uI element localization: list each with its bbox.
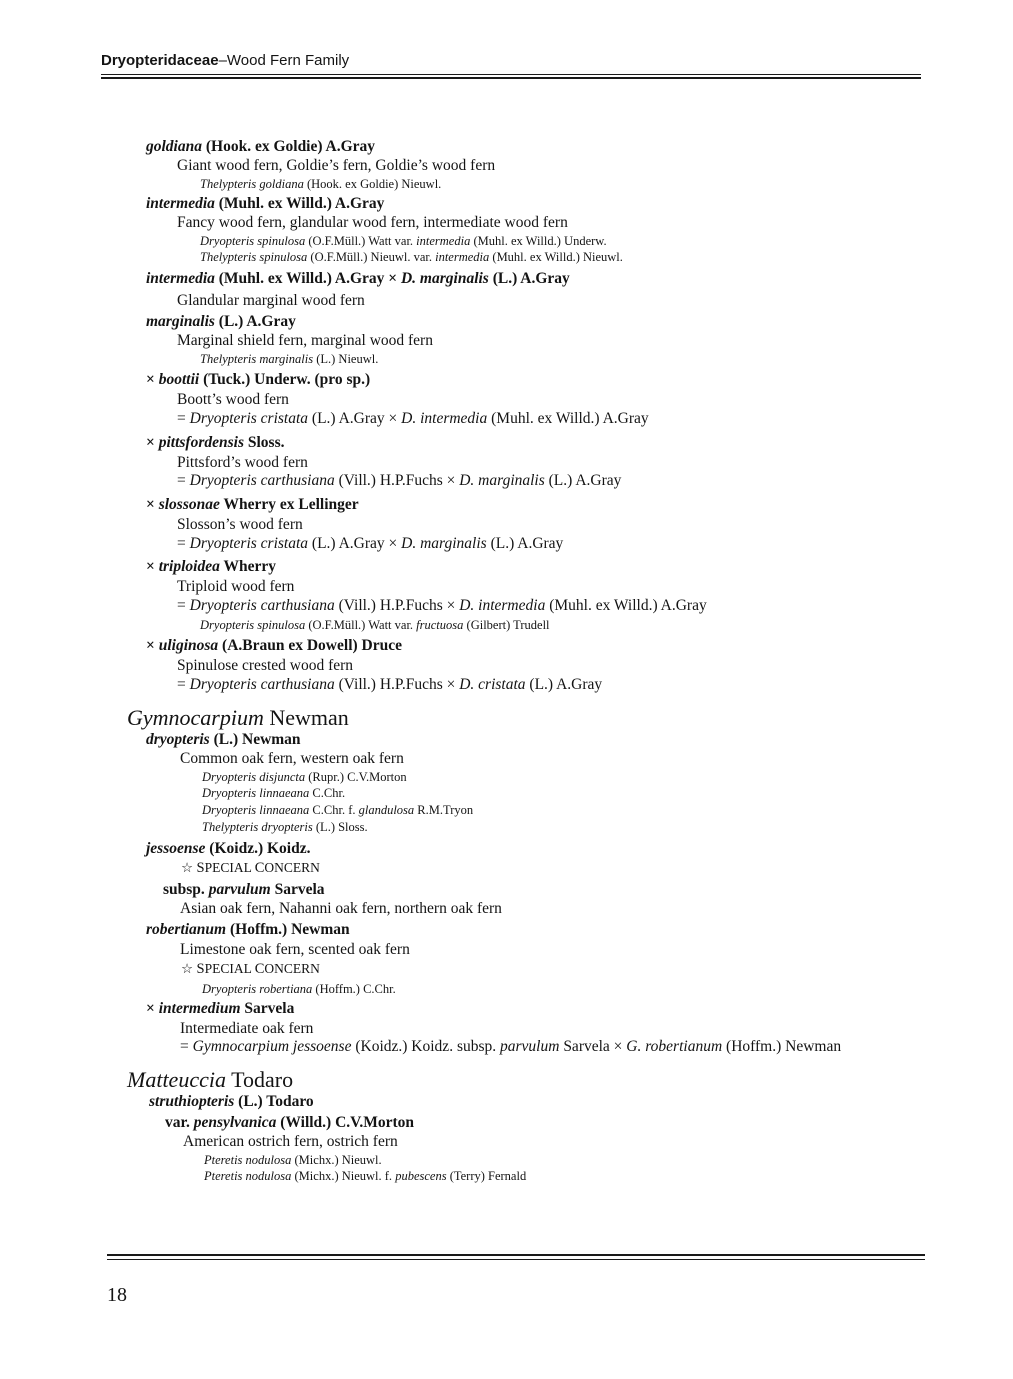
italic-segment: boottii [158, 371, 200, 388]
synonym [200, 250, 623, 264]
italic-segment: Gymnocarpium [127, 705, 264, 730]
text-segment: (Rupr.) C.V.Morton [305, 770, 407, 784]
text-segment: (Muhl. ex Willd.) A.Gray [214, 195, 385, 212]
text-segment: × [146, 1000, 159, 1017]
family-name: Dryopteridaceae [101, 52, 219, 69]
common-name [180, 750, 404, 768]
text-segment: C.Chr. f. [309, 803, 359, 817]
text-segment: Sarvela × [559, 1038, 627, 1055]
italic-segment: pensylvanica [193, 1114, 277, 1131]
text-segment: (Vill.) H.P.Fuchs × [334, 676, 460, 693]
text-segment: (Terry) Fernald [446, 1169, 527, 1183]
taxon-name [146, 1000, 294, 1018]
italic-segment: D. intermedia [401, 410, 488, 427]
text-segment: (Koidz.) Koidz. [205, 840, 311, 857]
common-name [177, 214, 568, 232]
italic-segment: Dryopteris robertiana [202, 982, 313, 996]
common-name [177, 332, 433, 350]
text-segment: Boott’s wood fern [177, 391, 289, 408]
text-segment: (Hoffm.) C.Chr. [312, 982, 396, 996]
text-segment: (A.Braun ex Dowell) Druce [218, 637, 402, 654]
text-segment: Marginal shield fern, marginal wood fern [177, 332, 433, 349]
text-segment: (Willd.) C.V.Morton [276, 1114, 415, 1131]
text-segment: × [146, 371, 159, 388]
text-segment: (L.) A.Gray [486, 535, 564, 552]
taxon-name [146, 840, 310, 858]
text-segment: American ostrich fern, ostrich fern [183, 1133, 398, 1150]
text-segment: (Hook. ex Goldie) A.Gray [201, 138, 376, 155]
text-segment: ☆ [181, 961, 197, 976]
text-segment: R.M.Tryon [414, 803, 474, 817]
text-segment: (Koidz.) Koidz. subsp. [351, 1038, 501, 1055]
text-segment: Fancy wood fern, glandular wood fern, intermediate wood fern [177, 214, 568, 231]
italic-segment: D. intermedia [459, 597, 546, 614]
text-segment: (L.) A.Gray [488, 270, 570, 287]
footer-rule [107, 1254, 925, 1256]
italic-segment: D. marginalis [401, 535, 487, 552]
italic-segment: Dryopteris disjuncta [202, 770, 306, 784]
text-segment: PECIAL [204, 860, 255, 875]
common-name [177, 472, 621, 490]
text-segment: (L.) A.Gray × [308, 535, 402, 552]
genus-heading [127, 705, 349, 730]
genus-heading [127, 1067, 293, 1092]
taxon-name [146, 434, 284, 452]
taxon-name [146, 138, 375, 156]
page-number: 18 [107, 1284, 127, 1306]
text-segment: = [180, 1038, 193, 1055]
italic-segment: Pteretis nodulosa [204, 1169, 292, 1183]
text-segment: (L.) Sloss. [312, 820, 368, 834]
italic-segment: Thelypteris marginalis [200, 352, 314, 366]
italic-segment: Gymnocarpium jessoense [192, 1038, 352, 1055]
italic-segment: Dryopteris linnaeana [202, 786, 310, 800]
text-segment: Todaro [225, 1067, 294, 1092]
common-name [177, 535, 563, 553]
text-segment: ☆ [181, 860, 197, 875]
italic-segment: robertianum [146, 921, 227, 938]
text-segment: Wherry [219, 558, 276, 575]
text-segment: S [196, 961, 205, 977]
italic-segment: D. marginalis [459, 472, 545, 489]
synonym [200, 177, 441, 191]
common-name [177, 597, 707, 615]
text-segment: Sarvela [240, 1000, 295, 1017]
taxon-name [146, 313, 296, 331]
italic-segment: Dryopteris linnaeana [202, 803, 310, 817]
italic-segment: Dryopteris carthusiana [189, 676, 335, 693]
synonym [200, 234, 607, 248]
text-segment: = [177, 676, 190, 693]
italic-segment: Dryopteris carthusiana [189, 597, 335, 614]
italic-segment: struthiopteris [149, 1093, 235, 1110]
text-segment: (Hoffm.) Newman [226, 921, 350, 938]
italic-segment: Dryopteris cristata [189, 410, 309, 427]
italic-segment: Dryopteris cristata [189, 535, 309, 552]
text-segment: (Muhl. ex Willd.) A.Gray [487, 410, 649, 427]
synonym [204, 1153, 382, 1167]
text-segment: C.Chr. [309, 786, 346, 800]
family-common-name: –Wood Fern Family [218, 52, 350, 69]
text-segment: Pittsford’s wood fern [177, 454, 308, 471]
text-segment: Sloss. [243, 434, 285, 451]
common-name [177, 676, 602, 694]
text-segment: (L.) A.Gray [525, 676, 603, 693]
text-segment: var. [165, 1114, 194, 1131]
italic-segment: jessoense [146, 840, 206, 857]
taxon-name [146, 921, 350, 939]
taxon-name [146, 558, 276, 576]
italic-segment: D. cristata [459, 676, 526, 693]
special-concern-status [181, 961, 320, 978]
italic-segment: Thelypteris spinulosa [200, 250, 308, 264]
text-segment: Wherry ex Lellinger [219, 496, 359, 513]
text-segment: Slosson’s wood fern [177, 516, 303, 533]
text-segment: (L.) A.Gray × [308, 410, 402, 427]
text-segment: × [146, 558, 159, 575]
italic-segment: fructuosa [416, 618, 464, 632]
text-segment: subsp. [163, 881, 209, 898]
taxon-name [165, 1114, 414, 1132]
text-segment: Giant wood fern, Goldie’s fern, Goldie’s wood fern [177, 157, 496, 174]
italic-segment: glandulosa [358, 803, 415, 817]
text-segment: (Gilbert) Trudell [463, 618, 550, 632]
text-segment: (L.) Nieuwl. [313, 352, 379, 366]
common-name [177, 292, 365, 310]
text-segment: (Michx.) Nieuwl. f. [291, 1169, 396, 1183]
text-segment: (Muhl. ex Willd.) Nieuwl. [489, 250, 623, 264]
taxon-name [146, 731, 301, 749]
italic-segment: slossonae [158, 496, 220, 513]
text-segment: = [177, 535, 190, 552]
italic-segment: Dryopteris spinulosa [200, 234, 306, 248]
text-segment: (L.) Newman [209, 731, 301, 748]
text-segment: (L.) A.Gray [214, 313, 296, 330]
common-name [177, 410, 649, 428]
text-segment: Limestone oak fern, scented oak fern [180, 941, 410, 958]
common-name [180, 1038, 841, 1056]
text-segment: × [146, 496, 159, 513]
special-concern-status [181, 860, 320, 877]
common-name [177, 657, 353, 675]
common-name [177, 454, 308, 472]
italic-segment: parvulum [500, 1038, 560, 1055]
text-segment: = [177, 597, 190, 614]
text-segment: (Hook. ex Goldie) Nieuwl. [303, 177, 442, 191]
text-segment: C [254, 860, 265, 876]
taxon-name [146, 371, 370, 389]
taxon-name [163, 881, 325, 899]
italic-segment: intermedia [435, 250, 490, 264]
taxon-name [146, 637, 402, 655]
text-segment: (O.F.Müll.) Watt var. [305, 618, 417, 632]
text-segment: (L.) Todaro [234, 1093, 314, 1110]
synonym [202, 820, 368, 834]
common-name [177, 516, 303, 534]
text-segment: × [146, 637, 159, 654]
italic-segment: intermedia [416, 234, 471, 248]
italic-segment: Dryopteris spinulosa [200, 618, 306, 632]
text-segment: (Michx.) Nieuwl. [291, 1153, 382, 1167]
taxon-name [146, 270, 570, 288]
text-segment: (Muhl. ex Willd.) Underw. [470, 234, 607, 248]
text-segment: (Muhl. ex Willd.) A.Gray × [214, 270, 401, 287]
text-segment: = [177, 472, 190, 489]
italic-segment: intermedia [146, 270, 215, 287]
text-segment: Sarvela [270, 881, 325, 898]
italic-segment: dryopteris [146, 731, 210, 748]
italic-segment: G. robertianum [626, 1038, 723, 1055]
italic-segment: intermedium [158, 1000, 241, 1017]
italic-segment: D. marginalis [400, 270, 489, 287]
text-segment: (O.F.Müll.) Nieuwl. var. [307, 250, 436, 264]
common-name [180, 941, 410, 959]
taxon-name [146, 195, 384, 213]
text-segment: ONCERN [264, 961, 320, 976]
synonym [202, 803, 473, 817]
italic-segment: intermedia [146, 195, 215, 212]
text-segment: (Hoffm.) Newman [722, 1038, 842, 1055]
text-segment: Spinulose crested wood fern [177, 657, 354, 674]
text-segment: (L.) A.Gray [544, 472, 622, 489]
italic-segment: Matteuccia [127, 1067, 226, 1092]
synonym [204, 1169, 526, 1183]
italic-segment: triploidea [158, 558, 220, 575]
text-segment: S [196, 860, 205, 876]
synonym [202, 982, 396, 996]
text-segment: PECIAL [204, 961, 255, 976]
text-segment: × [146, 434, 159, 451]
text-segment: Triploid wood fern [177, 578, 295, 595]
text-segment: (Tuck.) Underw. (pro sp.) [199, 371, 371, 388]
italic-segment: parvulum [208, 881, 271, 898]
common-name [177, 578, 294, 596]
header-rule [101, 77, 921, 79]
text-segment: Newman [263, 705, 349, 730]
text-segment: (Vill.) H.P.Fuchs × [334, 472, 460, 489]
text-segment: C [254, 961, 265, 977]
header-rule [101, 74, 921, 75]
text-segment: (O.F.Müll.) Watt var. [305, 234, 417, 248]
italic-segment: uliginosa [158, 637, 219, 654]
common-name [183, 1133, 398, 1151]
common-name [177, 157, 495, 175]
text-segment: Intermediate oak fern [180, 1020, 314, 1037]
taxon-name [146, 496, 359, 514]
footer-rule [107, 1259, 925, 1260]
text-segment: = [177, 410, 190, 427]
italic-segment: Thelypteris dryopteris [202, 820, 313, 834]
synonym [202, 786, 345, 800]
synonym [200, 352, 378, 366]
italic-segment: marginalis [146, 313, 215, 330]
italic-segment: Pteretis nodulosa [204, 1153, 292, 1167]
running-header [101, 52, 349, 69]
text-segment: Asian oak fern, Nahanni oak fern, northern oak fern [180, 900, 502, 917]
text-segment: (Muhl. ex Willd.) A.Gray [545, 597, 707, 614]
taxon-name [149, 1093, 314, 1111]
italic-segment: pittsfordensis [158, 434, 244, 451]
common-name [177, 391, 289, 409]
italic-segment: pubescens [395, 1169, 447, 1183]
italic-segment: goldiana [146, 138, 202, 155]
text-segment: (Vill.) H.P.Fuchs × [334, 597, 460, 614]
synonym [200, 618, 550, 632]
italic-segment: Dryopteris carthusiana [189, 472, 335, 489]
synonym [202, 770, 407, 784]
common-name [180, 1020, 313, 1038]
common-name [180, 900, 502, 918]
text-segment: Glandular marginal wood fern [177, 292, 365, 309]
text-segment: ONCERN [264, 860, 320, 875]
text-segment: Common oak fern, western oak fern [180, 750, 404, 767]
italic-segment: Thelypteris goldiana [200, 177, 304, 191]
